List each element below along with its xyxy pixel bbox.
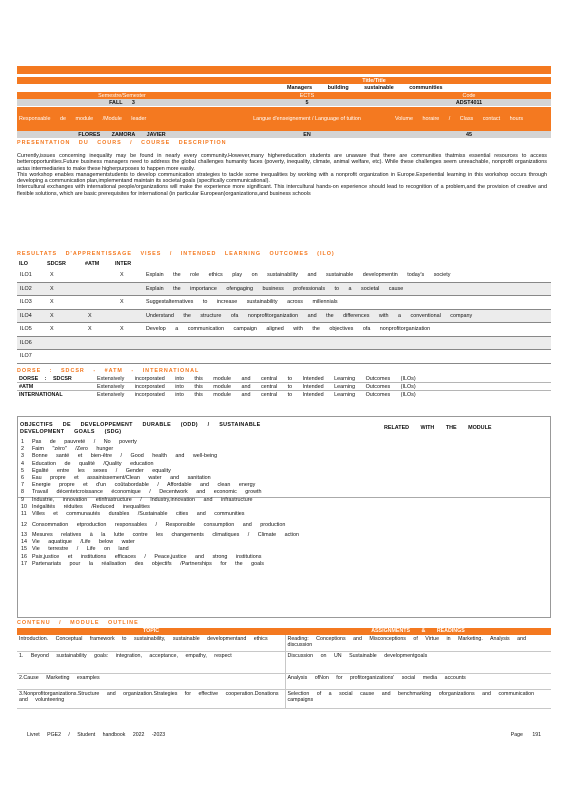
dorse-row: [17, 375, 551, 382]
sdg-item: [18, 468, 550, 475]
ilo-inter-mark: [115, 336, 143, 350]
language-value: EN: [303, 131, 311, 138]
sdg-item: [18, 554, 550, 561]
dorse-row-name: #ATM: [19, 383, 34, 390]
sdg-text: Mesures relatives à la lutte contre les changements climatiques / Climate action: [32, 532, 299, 539]
ilo-row: [17, 282, 551, 296]
dorse-row-text: Extensively incorporated into this module and central to Intended Learning Outcomes (ILOs): [97, 391, 416, 398]
sdg-title: OBJECTIFS DE DEVELOPPEMENT DURABLE (ODD) / SUSTAINABLE DEVELOPMENT GOALS (SDG): [20, 422, 261, 435]
sdg-item: [18, 532, 550, 539]
sdg-text: Industrie, innovation etinfrastructure / Industry,innovation and infrastructure: [32, 497, 253, 503]
ilo-inter-mark: X: [115, 296, 143, 310]
sdg-text: Villes et communautés durables /Sustainable cities and communities: [32, 510, 245, 517]
ilo-sdcsr-mark: X: [45, 282, 83, 296]
ilo-row: [17, 350, 551, 364]
footer-page: Page 191: [510, 732, 541, 738]
outline-row: [17, 652, 551, 674]
ilo-row: [17, 309, 551, 323]
sdg-text: Egalité entre les sexes / Gender equality: [32, 467, 171, 474]
sdg-number: 11: [21, 510, 27, 517]
sdg-number: 1: [21, 439, 24, 445]
sdg-item: [18, 546, 550, 553]
ilo-description: Develop a communication campaign aligned with the objectives ofa nonprofitorganization: [143, 323, 551, 337]
code-value: ADST4011: [455, 99, 483, 106]
ilo-atm-mark: [83, 269, 115, 282]
ilo-row: [17, 269, 551, 282]
top-bar: [17, 66, 551, 74]
language-label: Langue d'enseignement / Language of tuition: [253, 116, 361, 122]
sdg-text: Inégalités réduites /Reduced inequalities: [32, 503, 150, 510]
sdg-text: Vie terrestre / Life on land: [32, 546, 129, 553]
sdg-text: Faim "zéro" /Zero hunger: [32, 446, 114, 453]
ilo-row: [17, 336, 551, 350]
code-label: Code: [462, 92, 476, 99]
dorse-header-left: DORSE : SDCSR: [19, 375, 72, 382]
ilo-sdcsr-mark: X: [45, 323, 83, 337]
outline-topic: 1. Beyond sustainability goals: integration, acceptance, empathy, respect: [17, 652, 285, 674]
sdg-item: [18, 511, 550, 518]
ilo-inter-mark: [115, 309, 143, 323]
ilo-inter-mark: [115, 350, 143, 364]
ilo-sdcsr-mark: X: [45, 309, 83, 323]
sdg-text: Vie aquatique /Life below water: [32, 539, 135, 546]
ilo-atm-mark: [83, 296, 115, 310]
outline-assignment: Selection of a social cause and benchmarking oforganizations and communication campaigns: [285, 690, 551, 709]
outline-topic: 2.Cause Marketing examples: [17, 674, 285, 690]
ilo-description: [143, 336, 551, 350]
outline-row: [17, 690, 551, 709]
content-title: CONTENU / MODULE OUTLINE: [17, 620, 139, 626]
sdg-number: 13: [21, 532, 27, 539]
ilo-id: ILO4: [17, 309, 45, 323]
sdg-list: [18, 439, 550, 568]
ilo-atm-mark: [83, 282, 115, 296]
outline-topic: 3.Nonprofitorganizations.Structure and organization.Strategies for effective cooperation.Donations and volunteering: [17, 690, 285, 709]
presentation-body: [17, 153, 547, 197]
ilo-atm-mark: X: [83, 323, 115, 337]
dorse-row: [17, 382, 551, 390]
semester-label: Semestre/Semester: [98, 92, 146, 99]
ilo-id: ILO7: [17, 350, 45, 364]
ects-label: ECTS: [299, 92, 315, 99]
atm-col-header: #ATM: [85, 261, 100, 267]
ilo-sdcsr-mark: [45, 336, 83, 350]
dorse-row-name: INTERNATIONAL: [19, 391, 63, 398]
course-title-row: [17, 84, 551, 92]
ilo-id: ILO3: [17, 296, 45, 310]
ilo-inter-mark: [115, 282, 143, 296]
ilo-row: [17, 296, 551, 310]
sdg-number: 6: [21, 474, 24, 481]
sdg-number: 15: [21, 546, 27, 553]
ilo-inter-mark: X: [115, 269, 143, 282]
course-title: Managers building sustainable communities: [287, 85, 443, 91]
semester-value: FALL 3: [109, 99, 135, 106]
sdg-text: Paix,justice et institutions efficaces / Peace,justice and strong institutions: [32, 553, 262, 560]
ilo-id: ILO2: [17, 282, 45, 296]
outline-table: [17, 628, 551, 709]
ilo-id: ILO6: [17, 336, 45, 350]
ilo-sdcsr-mark: X: [45, 269, 83, 282]
outline-assignment: Discussion on UN Sustainable developmentgoals: [285, 652, 551, 674]
ilo-description: Suggestalternatives to increase sustainability across millennials: [143, 296, 551, 310]
hours-value: 45: [466, 131, 472, 138]
sdg-text: Travail décentetcroissance économique / Decentwork and economic growth: [32, 489, 262, 496]
presentation-paragraph: Currently,issues concerning inequality may be found in nearly every community.However,many highereducation students are unaware that there are communities thatmiss essential resources to access betteropportunities.Future business managers need to address the global challenges humanity faces (poverty, inequality, climate, animal welfare, etc). While these challenges seem unreachable, nonprofit organizations actas intermediaries to make these higherpurposes to happen more easily.: [17, 153, 547, 172]
sdg-related-header: RELATED WITH THE MODULE: [384, 425, 492, 431]
sdg-item: [18, 497, 550, 504]
sdg-number: 3: [21, 453, 24, 460]
sdg-number: 7: [21, 482, 24, 489]
dorse-title: DORSE : SDCSR - #ATM - INTERNATIONAL: [17, 368, 200, 374]
ilo-title: RESULTATS D'APPRENTISSAGE VISES / INTENDED LEARNING OUTCOMES (ILO): [17, 251, 335, 257]
sdg-number: 10: [21, 503, 27, 510]
semester-value-row: [17, 99, 551, 106]
sdg-item: [18, 439, 550, 446]
ilo-row: [17, 323, 551, 337]
ilo-atm-mark: X: [83, 309, 115, 323]
ilo-description: [143, 350, 551, 364]
responsible-header-row: [17, 107, 551, 131]
footer: [17, 732, 551, 738]
sdg-number: 17: [21, 560, 27, 567]
ilo-id: ILO1: [17, 269, 45, 282]
sdg-item: [18, 539, 550, 546]
ilo-atm-mark: [83, 350, 115, 364]
sdg-text: Education de qualité /Quality education: [32, 460, 154, 467]
ilo-col-header: ILO: [19, 261, 28, 267]
sdg-text: Energie propre et d'un coûtabordable / Affordable and clean energy: [32, 482, 256, 489]
sdg-item: [18, 475, 550, 482]
ilo-header-row: [17, 260, 551, 268]
sdg-item: [18, 461, 550, 468]
outline-row: [17, 674, 551, 690]
responsible-value-row: [17, 131, 551, 138]
sdg-number: 9: [21, 497, 24, 503]
sdg-number: 4: [21, 460, 24, 467]
sdg-number: 12: [21, 522, 27, 529]
sdg-item: [18, 504, 550, 511]
sdg-text: Bonne santé et bien-être / Good health and well-being: [32, 453, 218, 460]
sdg-number: 14: [21, 539, 27, 546]
footer-left: Livret PGE2 / Student handbook 2022 -2023: [27, 732, 166, 738]
hours-label: Volume horaire / Class contact hours: [395, 116, 524, 122]
sdg-item: [18, 482, 550, 489]
sdg-item: [18, 453, 550, 460]
ilo-description: Explain the importance ofengaging business professionals to a societal cause: [143, 282, 551, 296]
responsible-label: Responsable de module /Module leader: [19, 116, 147, 122]
sdg-text: Consommation etproduction responsables / Responsible consumption and production: [32, 522, 286, 529]
ilo-sdcsr-mark: [45, 350, 83, 364]
inter-col-header: INTER: [115, 261, 132, 267]
ects-value: 5: [305, 99, 309, 106]
ilo-id: ILO5: [17, 323, 45, 337]
sdg-item: [18, 446, 550, 453]
ilo-atm-mark: [83, 336, 115, 350]
sdg-text: Pas de pauvreté / No poverty: [32, 439, 137, 445]
presentation-paragraph: Intercultural exchanges with international people/organizations will make the experience more significant. This intercultural hands-on experience should lead to recognition of a problem,and the provision of creative and flexible solutions, which are basic prerequisites for international (in particular European)organizations,and business schools: [17, 184, 547, 197]
title-label-row: [17, 77, 551, 84]
sdg-number: 8: [21, 489, 24, 496]
outline-assignment: Reading: Conceptions and Misconceptions of Virtue in Marketing. Analysis and discussion: [285, 635, 551, 652]
title-label: Title/Title: [362, 77, 386, 84]
ilo-description: Explain the role ethics play on sustainability and sustainable developmentin today's society: [143, 269, 551, 282]
semester-header-row: [17, 92, 551, 99]
dorse-row: [17, 390, 551, 398]
presentation-paragraph: This workshop enables managementstudents to develop communication strategies to tackle some inequalities by working with a nonprofit organization in Europe.Experiential learning in this workshop occurs through developing a communication plan,implementand maintain its societal goals (specifically communicational).: [17, 171, 547, 185]
dorse-row-text: Extensively incorporated into this module and central to Intended Learning Outcomes (ILOs): [97, 375, 416, 382]
outline-assignment: Analysis ofNon for profitorganizations' social media accounts: [285, 674, 551, 690]
topic-header: TOPIC: [142, 628, 160, 634]
sdg-number: 16: [21, 553, 27, 560]
ilo-sdcsr-mark: X: [45, 296, 83, 310]
ilo-table: [17, 269, 551, 364]
ilo-inter-mark: X: [115, 323, 143, 337]
sdcsr-col-header: SDCSR: [47, 261, 66, 267]
outline-topic: Introduction. Conceptual framework to sustainability, sustainable developmentand ethics: [17, 635, 285, 652]
dorse-table: [17, 375, 551, 398]
sdg-text: Partenariats pour la réalisation des objectifs /Partnerships for the goals: [32, 560, 264, 567]
assign-header: ASSIGNMENTS & READINGS: [371, 628, 465, 634]
sdg-item: [18, 561, 550, 568]
sdg-item: [18, 518, 550, 532]
dorse-row-text: Extensively incorporated into this module and central to Intended Learning Outcomes (ILOs): [97, 383, 416, 390]
sdg-text: Eau propre et assainissement/Clean water and sanitation: [32, 474, 211, 481]
presentation-title: PRESENTATION DU COURS / COURSE DESCRIPTION: [17, 140, 227, 146]
sdg-item: [18, 489, 550, 496]
outline-row: [17, 635, 551, 652]
sdg-box: [17, 416, 551, 618]
sdg-number: 2: [21, 446, 24, 453]
sdg-number: 5: [21, 467, 24, 474]
responsible-value: FLORES ZAMORA JAVIER: [78, 131, 166, 138]
ilo-description: Understand the structure ofa nonprofitorganization and the differences with a conventional company: [143, 309, 551, 323]
